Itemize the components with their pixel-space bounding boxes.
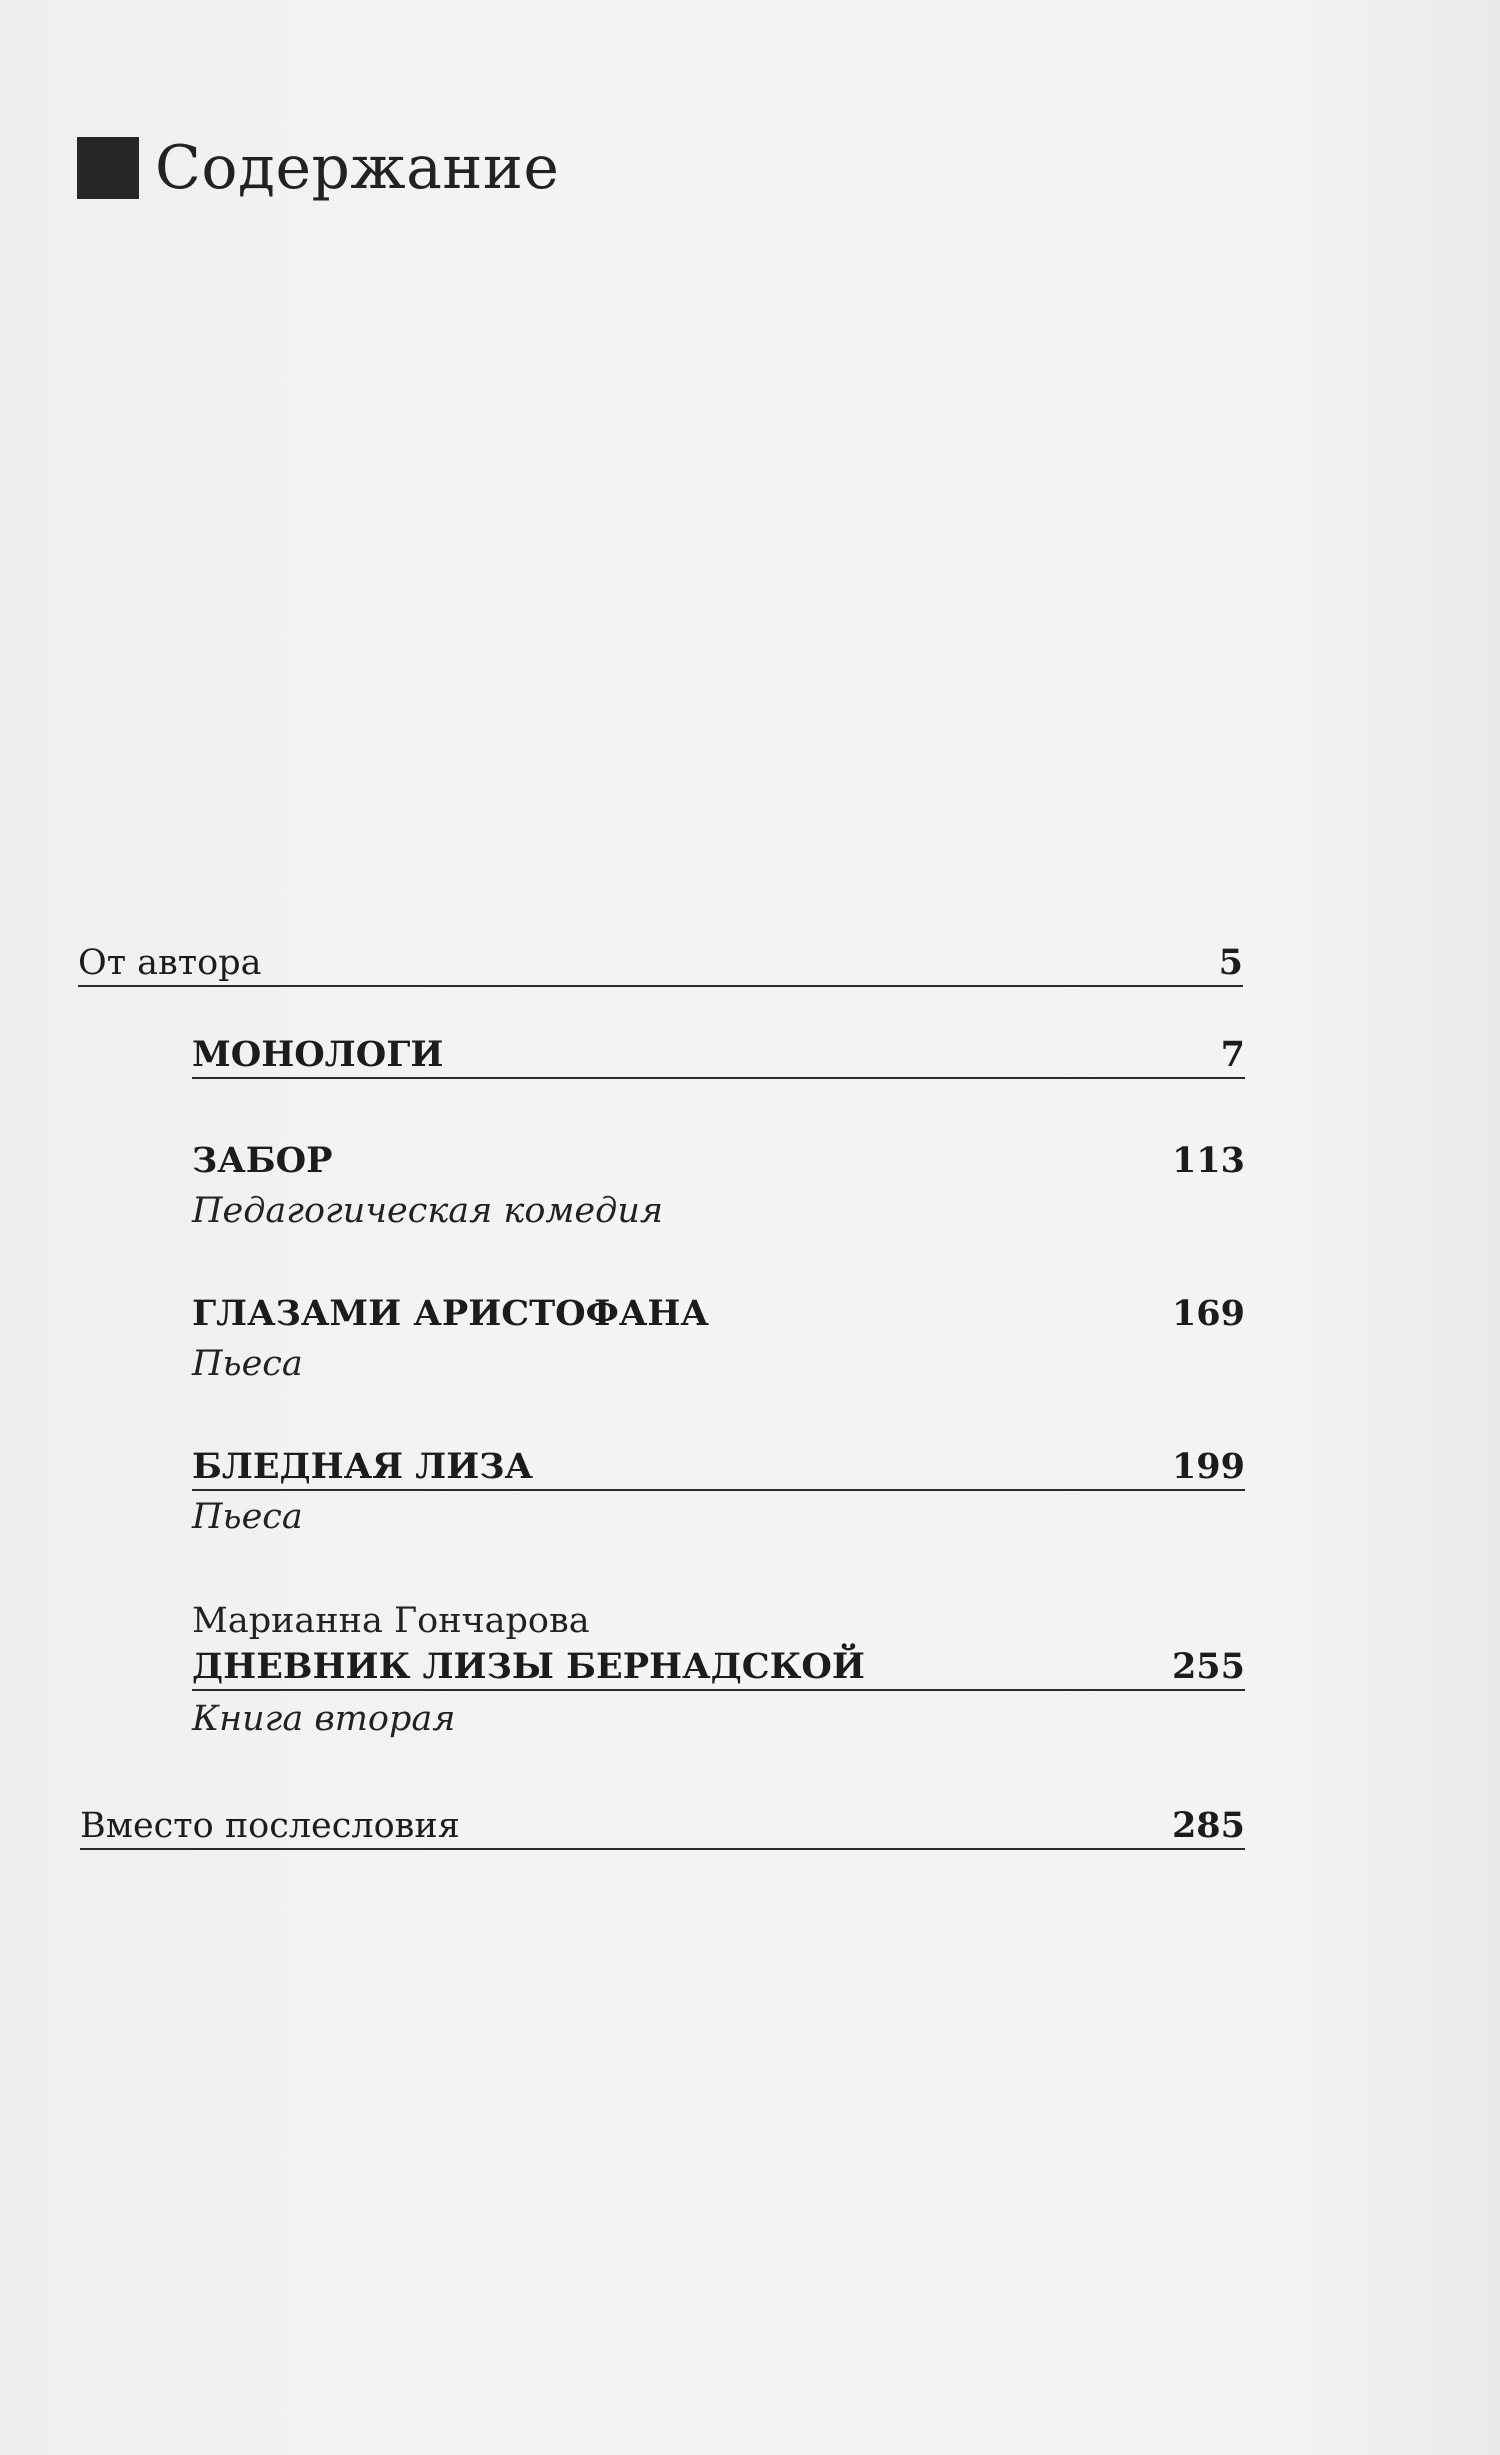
toc-entry-page: 255 [1171,1646,1245,1687]
toc-entry-label: ГЛАЗАМИ АРИСТОФАНА [192,1293,709,1334]
toc-entry-page: 199 [1171,1446,1245,1487]
toc-entry-page: 169 [1171,1293,1245,1334]
toc-entry-liza [192,1447,1245,1491]
toc-entry-label: МОНОЛОГИ [192,1034,444,1075]
page-title: Содержание [155,133,560,203]
toc-entry-aristofan [192,1294,1245,1336]
toc-entry-subtitle: Педагогическая комедия [192,1191,664,1231]
toc-entry-afterword [80,1806,1245,1850]
toc-entry-label: От автора [78,943,262,983]
toc-entry-intro [78,943,1243,987]
toc-entry-zabor [192,1141,1245,1183]
toc-entry-page: 5 [1218,942,1243,983]
toc-entry-label: ДНЕВНИК ЛИЗЫ БЕРНАДСКОЙ [192,1646,865,1687]
toc-entry-dnevnik [192,1647,1245,1691]
heading-square-marker [77,137,139,199]
contents-heading [77,128,559,208]
toc-entry-monologi [192,1035,1245,1079]
toc-entry-label: ЗАБОР [192,1140,333,1181]
toc-entry-label: Вместо послесловия [80,1806,460,1846]
toc-entry-page: 285 [1171,1805,1245,1846]
toc-entry-subtitle: Пьеса [192,1344,303,1384]
toc-entry-page: 113 [1171,1140,1245,1181]
toc-entry-subtitle: Пьеса [192,1497,303,1537]
toc-entry-label: БЛЕДНАЯ ЛИЗА [192,1446,534,1487]
toc-entry-subtitle: Книга вторая [192,1699,456,1739]
toc-entry-page: 7 [1220,1034,1245,1075]
toc-entry-author: Марианна Гончарова [192,1601,590,1641]
